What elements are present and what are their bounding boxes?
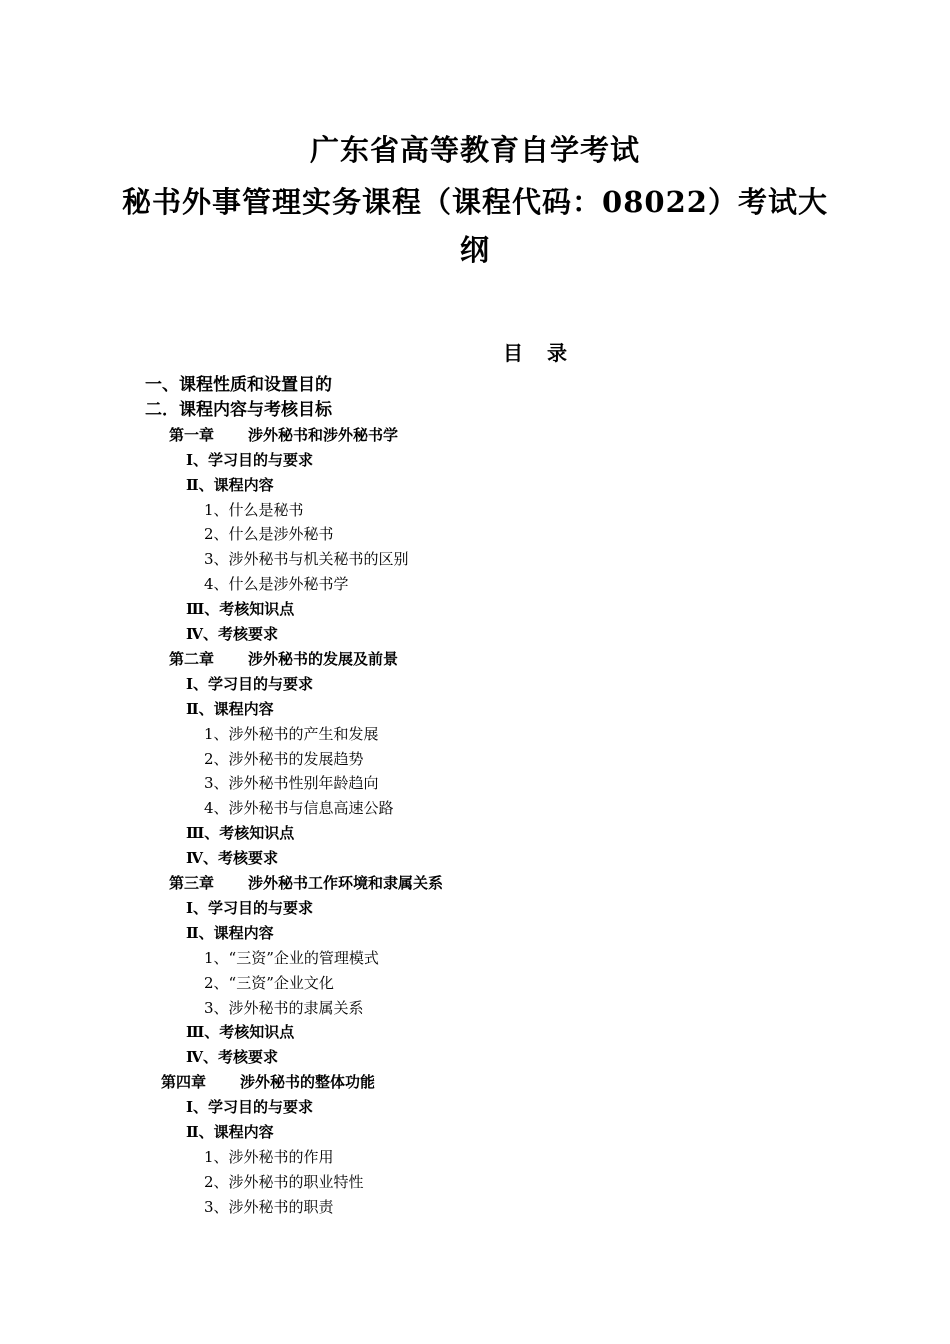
toc-item-entry[interactable]: 1、涉外秘书的产生和发展 — [204, 724, 379, 743]
toc-item-entry[interactable]: 2、“三资”企业文化 — [204, 973, 334, 992]
toc-item-entry[interactable]: 3、涉外秘书的职责 — [204, 1197, 334, 1216]
toc-item-entry[interactable]: 1、什么是秘书 — [204, 500, 304, 519]
document-title-line-1: 广东省高等教育自学考试 — [309, 133, 640, 167]
toc-chapter-number: 第二章 — [169, 649, 215, 668]
toc-part-entry[interactable]: 一、课程性质和设置目的 — [145, 375, 332, 395]
toc-section-entry[interactable]: Ⅳ、考核要求 — [186, 1048, 279, 1067]
toc-chapter-number: 第三章 — [169, 874, 215, 892]
toc-chapter-number: 第一章 — [169, 425, 215, 444]
toc-section-entry[interactable]: Ⅰ、学习目的与要求 — [186, 450, 314, 469]
toc-chapter-title: 涉外秘书的整体功能 — [240, 1073, 376, 1092]
toc-item-entry[interactable]: 4、什么是涉外秘书学 — [204, 575, 349, 594]
toc-chapter-entry[interactable] — [169, 423, 398, 447]
toc-item-entry[interactable]: 2、涉外秘书的职业特性 — [204, 1172, 364, 1191]
toc-section-entry[interactable]: Ⅰ、学习目的与要求 — [186, 1098, 314, 1117]
toc-chapter-entry[interactable] — [161, 1070, 375, 1094]
toc-section-entry[interactable]: Ⅱ、课程内容 — [186, 475, 274, 494]
toc-chapter-title: 涉外秘书的发展及前景 — [248, 649, 399, 668]
toc-item-entry[interactable]: 3、涉外秘书与机关秘书的区别 — [204, 550, 409, 569]
toc-heading-char-1: 目 — [503, 341, 523, 365]
toc-section-entry[interactable]: Ⅰ、学习目的与要求 — [186, 898, 314, 917]
toc-section-entry[interactable]: Ⅲ、考核知识点 — [186, 600, 295, 619]
toc-section-entry[interactable]: Ⅳ、考核要求 — [186, 849, 279, 868]
toc-chapter-entry[interactable] — [169, 871, 443, 895]
toc-section-entry[interactable]: Ⅲ、考核知识点 — [186, 1023, 295, 1042]
toc-item-entry[interactable]: 2、什么是涉外秘书 — [204, 525, 334, 544]
toc-chapter-entry[interactable] — [169, 647, 398, 671]
toc-heading — [0, 337, 950, 366]
toc-part-entry[interactable]: 二．课程内容与考核目标 — [145, 399, 332, 420]
toc-section-entry[interactable]: Ⅳ、考核要求 — [186, 625, 279, 643]
toc-section-entry[interactable]: Ⅲ、考核知识点 — [186, 824, 295, 843]
toc-section-entry[interactable]: Ⅰ、学习目的与要求 — [186, 674, 314, 693]
toc-item-entry[interactable]: 2、涉外秘书的发展趋势 — [204, 749, 364, 768]
toc-item-entry[interactable]: 4、涉外秘书与信息高速公路 — [204, 799, 394, 818]
toc-section-entry[interactable]: Ⅱ、课程内容 — [186, 699, 274, 718]
toc-section-entry[interactable]: Ⅱ、课程内容 — [186, 1123, 274, 1141]
toc-chapter-title: 涉外秘书工作环境和隶属关系 — [248, 874, 444, 892]
toc-heading-char-2: 录 — [547, 341, 567, 365]
toc-item-entry[interactable]: 1、“三资”企业的管理模式 — [204, 948, 379, 967]
toc-item-entry[interactable]: 3、涉外秘书性别年龄趋向 — [204, 774, 379, 793]
toc-section-entry[interactable]: Ⅱ、课程内容 — [186, 923, 274, 942]
toc-chapter-title: 涉外秘书和涉外秘书学 — [248, 425, 399, 444]
document-title-line-3: 纲 — [459, 233, 490, 267]
toc-item-entry[interactable]: 1、涉外秘书的作用 — [204, 1147, 334, 1166]
toc-item-entry[interactable]: 3、涉外秘书的隶属关系 — [204, 998, 364, 1017]
toc-chapter-number: 第四章 — [161, 1073, 207, 1092]
document-title-line-2: 秘书外事管理实务课程（课程代码：08022）考试大 — [122, 185, 828, 219]
